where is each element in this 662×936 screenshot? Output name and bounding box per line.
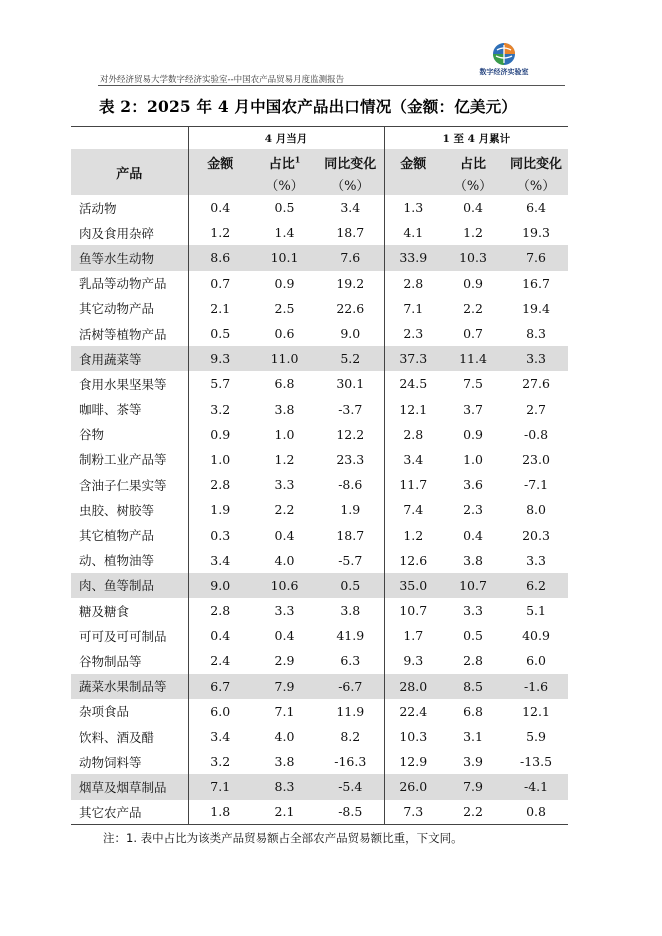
yoy-month-cell: 0.5	[317, 573, 384, 598]
product-name: 动、植物油等	[71, 548, 188, 573]
share-cum-cell: 1.0	[463, 451, 483, 467]
yoy-month-cell: 11.9	[317, 699, 384, 724]
amount-cum-cell: 24.5	[399, 376, 428, 392]
product-name: 烟草及烟草制品	[71, 774, 188, 799]
share-cum-cell: 7.9	[463, 779, 483, 795]
yoy-month-cell: 18.7	[317, 522, 384, 547]
product-name: 肉及食用杂碎	[71, 220, 188, 245]
share-cum-cell: 0.4	[463, 527, 483, 543]
yoy-cum-cell: 2.7	[526, 401, 546, 417]
yoy-cum-cell: 6.0	[526, 653, 546, 669]
share-cum-cell: 3.6	[463, 477, 483, 493]
share-cum-cell: 2.2	[442, 800, 504, 825]
table-row	[71, 371, 568, 396]
share-month-cell: 2.2	[274, 502, 295, 518]
amount-month-cell: 0.3	[210, 527, 231, 543]
yoy-cum-cell: 6.2	[526, 577, 546, 593]
share-month-cell: 3.3	[274, 477, 295, 493]
amount-cum-cell: 7.3	[384, 800, 442, 825]
table-row	[71, 573, 568, 598]
table-row	[71, 699, 568, 724]
yoy-cum-cell: -4.1	[523, 779, 549, 795]
product-name: 活树等植物产品	[71, 321, 188, 346]
amount-cum-cell: 28.0	[399, 678, 428, 694]
amount-cum-cell: 26.0	[399, 779, 428, 795]
share-cum-cell: 3.3	[463, 603, 483, 619]
share-month-cell: 3.3	[274, 603, 295, 619]
yoy-month-cell: 41.9	[317, 623, 384, 648]
amount-cum-cell: 12.9	[399, 754, 428, 770]
amount-cum-cell: 3.4	[403, 451, 424, 467]
table-row	[71, 346, 568, 371]
amount-month-cell: 1.8	[188, 800, 252, 825]
yoy-cum-cell: 20.3	[522, 527, 550, 543]
amount-cum-cell: 10.3	[399, 729, 428, 745]
product-name: 食用蔬菜等	[71, 346, 188, 371]
yoy-cum-cell: 0.8	[504, 800, 568, 825]
table-row	[71, 245, 568, 270]
col-header-amount-month: 金额	[207, 157, 234, 172]
yoy-month-cell: 5.2	[317, 346, 384, 371]
amount-cum-cell: 9.3	[403, 653, 424, 669]
share-cum-cell: 2.2	[463, 300, 483, 316]
share-cum-cell: 0.5	[463, 628, 483, 644]
share-month-cell: 1.4	[274, 225, 295, 241]
table-title: 表 2：2025 年 4 月中国农产品出口情况（金额：亿美元）	[99, 97, 517, 116]
amount-month-cell: 3.4	[210, 552, 231, 568]
yoy-month-cell: 6.3	[317, 648, 384, 673]
amount-month-cell: 3.4	[210, 729, 231, 745]
yoy-month-cell: 1.9	[317, 497, 384, 522]
yoy-month-cell: 18.7	[317, 220, 384, 245]
yoy-month-cell: 12.2	[317, 422, 384, 447]
amount-month-cell: 9.0	[210, 577, 231, 593]
amount-month-cell: 9.3	[210, 351, 231, 367]
yoy-cum-cell: -13.5	[520, 754, 553, 770]
amount-cum-cell: 12.6	[399, 552, 428, 568]
share-cum-cell: 0.9	[463, 426, 483, 442]
amount-month-cell: 3.2	[210, 754, 231, 770]
table-row	[71, 296, 568, 321]
col-header-yoy-month: 同比变化 （%）	[317, 149, 384, 195]
table-row	[71, 648, 568, 673]
share-month-cell: 2.5	[274, 300, 295, 316]
product-name: 含油子仁果实等	[71, 472, 188, 497]
share-month-cell: 2.1	[252, 800, 317, 825]
yoy-cum-cell: 16.7	[522, 275, 550, 291]
yoy-cum-cell: -1.6	[523, 678, 549, 694]
amount-month-cell: 0.4	[210, 200, 231, 216]
share-cum-cell: 2.3	[463, 502, 483, 518]
product-name: 其它植物产品	[71, 522, 188, 547]
yoy-month-cell: -6.7	[317, 674, 384, 699]
table-row	[71, 497, 568, 522]
amount-cum-cell: 35.0	[399, 577, 428, 593]
amount-cum-cell: 7.4	[403, 502, 424, 518]
table-row	[71, 472, 568, 497]
product-name: 肉、鱼等制品	[71, 573, 188, 598]
group-header-month: 4 月当月	[188, 127, 384, 150]
share-cum-cell: 1.2	[463, 225, 483, 241]
share-cum-cell: 10.7	[459, 577, 487, 593]
amount-month-cell: 7.1	[210, 779, 231, 795]
share-cum-cell: 7.5	[463, 376, 483, 392]
share-month-cell: 0.6	[274, 326, 295, 342]
table-row	[71, 447, 568, 472]
yoy-cum-cell: 8.3	[526, 326, 546, 342]
yoy-cum-cell: 7.6	[526, 250, 546, 266]
product-name: 蔬菜水果制品等	[71, 674, 188, 699]
amount-month-cell: 0.9	[210, 426, 231, 442]
globe-logo-icon	[492, 42, 516, 66]
amount-cum-cell: 1.2	[403, 527, 424, 543]
amount-cum-cell: 4.1	[403, 225, 424, 241]
share-cum-cell: 0.7	[463, 326, 483, 342]
col-header-share-cum: 占比 （%）	[453, 157, 493, 194]
share-month-cell: 4.0	[274, 729, 295, 745]
product-name: 杂项食品	[71, 699, 188, 724]
share-month-cell: 2.9	[274, 653, 295, 669]
yoy-month-cell: 19.2	[317, 271, 384, 296]
yoy-month-cell: 30.1	[317, 371, 384, 396]
table-row	[71, 321, 568, 346]
product-name: 饮料、酒及醋	[71, 724, 188, 749]
share-cum-cell: 6.8	[463, 703, 483, 719]
share-month-cell: 3.8	[274, 401, 295, 417]
column-header-row	[71, 149, 568, 195]
yoy-cum-cell: 8.0	[526, 502, 546, 518]
amount-month-cell: 0.7	[210, 275, 231, 291]
product-name: 食用水果坚果等	[71, 371, 188, 396]
yoy-cum-cell: 3.3	[526, 351, 546, 367]
table-row	[71, 598, 568, 623]
amount-cum-cell: 22.4	[399, 703, 428, 719]
amount-cum-cell: 2.3	[403, 326, 424, 342]
share-month-cell: 4.0	[274, 552, 295, 568]
product-name: 虫胶、树胶等	[71, 497, 188, 522]
amount-month-cell: 5.7	[210, 376, 231, 392]
share-month-cell: 3.8	[274, 754, 295, 770]
yoy-cum-cell: 19.4	[522, 300, 550, 316]
yoy-cum-cell: 27.6	[522, 376, 550, 392]
share-month-cell: 1.0	[274, 426, 295, 442]
product-name: 可可及可可制品	[71, 623, 188, 648]
yoy-month-cell: 9.0	[317, 321, 384, 346]
table-row	[71, 749, 568, 774]
product-name: 活动物	[71, 195, 188, 220]
share-cum-cell: 3.9	[463, 754, 483, 770]
yoy-cum-cell: 5.9	[526, 729, 546, 745]
col-header-product: 产品	[71, 149, 188, 195]
table-row	[71, 774, 568, 799]
table-row	[71, 522, 568, 547]
amount-month-cell: 0.5	[210, 326, 231, 342]
amount-cum-cell: 2.8	[403, 426, 424, 442]
table-row	[71, 271, 568, 296]
yoy-cum-cell: 5.1	[526, 603, 546, 619]
product-name: 制粉工业产品等	[71, 447, 188, 472]
yoy-month-cell: -16.3	[317, 749, 384, 774]
amount-cum-cell: 12.1	[399, 401, 428, 417]
product-name: 动物饲料等	[71, 749, 188, 774]
share-cum-cell: 8.5	[463, 678, 483, 694]
share-cum-cell: 0.9	[463, 275, 483, 291]
share-cum-cell: 3.1	[463, 729, 483, 745]
yoy-month-cell: 3.4	[317, 195, 384, 220]
product-name: 咖啡、茶等	[71, 397, 188, 422]
yoy-month-cell: -3.7	[317, 397, 384, 422]
amount-cum-cell: 7.1	[403, 300, 424, 316]
yoy-cum-cell: -7.1	[523, 477, 549, 493]
yoy-cum-cell: 3.3	[526, 552, 546, 568]
yoy-month-cell: 8.2	[317, 724, 384, 749]
yoy-month-cell: -5.7	[317, 548, 384, 573]
amount-month-cell: 1.2	[210, 225, 231, 241]
yoy-cum-cell: 19.3	[522, 225, 550, 241]
share-month-cell: 0.4	[274, 527, 295, 543]
yoy-cum-cell: 40.9	[522, 628, 550, 644]
amount-month-cell: 1.0	[210, 451, 231, 467]
table-row	[71, 623, 568, 648]
report-header: 对外经济贸易大学数字经济实验室--中国农产品贸易月度监测报告	[100, 75, 345, 85]
share-cum-cell: 3.8	[463, 552, 483, 568]
logo-text: 数字经济实验室	[479, 68, 529, 76]
yoy-cum-cell: 12.1	[522, 703, 550, 719]
table-row	[71, 800, 568, 825]
table-row	[71, 195, 568, 220]
group-header-cumulative: 1 至 4 月累计	[384, 127, 568, 150]
amount-cum-cell: 1.7	[403, 628, 424, 644]
amount-cum-cell: 33.9	[399, 250, 428, 266]
header-divider	[98, 85, 565, 86]
table-body	[71, 195, 568, 825]
product-name: 糖及糖食	[71, 598, 188, 623]
yoy-month-cell: 3.8	[317, 598, 384, 623]
product-name: 谷物	[71, 422, 188, 447]
amount-month-cell: 2.1	[210, 300, 231, 316]
amount-cum-cell: 37.3	[399, 351, 428, 367]
share-month-cell: 7.9	[274, 678, 295, 694]
yoy-month-cell: -8.6	[317, 472, 384, 497]
table-row	[71, 674, 568, 699]
col-header-share-month: 占比$^1$ （%）	[265, 154, 304, 194]
share-cum-cell: 11.4	[459, 351, 487, 367]
product-name: 鱼等水生动物	[71, 245, 188, 270]
yoy-month-cell: -5.4	[317, 774, 384, 799]
share-month-cell: 6.8	[274, 376, 295, 392]
yoy-cum-cell: -0.8	[523, 426, 549, 442]
amount-month-cell: 8.6	[210, 250, 231, 266]
share-month-cell: 7.1	[274, 703, 295, 719]
table-row	[71, 548, 568, 573]
amount-cum-cell: 1.3	[403, 200, 424, 216]
group-header-row	[71, 127, 568, 150]
product-name: 其它农产品	[71, 800, 188, 825]
export-table	[71, 126, 568, 825]
share-cum-cell: 10.3	[459, 250, 487, 266]
share-cum-cell: 3.7	[463, 401, 483, 417]
table-row	[71, 422, 568, 447]
yoy-cum-cell: 6.4	[526, 200, 546, 216]
col-header-amount-cum: 金额	[400, 157, 427, 172]
share-month-cell: 0.4	[274, 628, 295, 644]
amount-month-cell: 3.2	[210, 401, 231, 417]
table-row	[71, 220, 568, 245]
amount-month-cell: 2.8	[210, 477, 231, 493]
yoy-month-cell: 23.3	[317, 447, 384, 472]
product-name: 其它动物产品	[71, 296, 188, 321]
amount-cum-cell: 11.7	[399, 477, 428, 493]
table-row	[71, 724, 568, 749]
product-name: 乳品等动物产品	[71, 271, 188, 296]
amount-month-cell: 1.9	[210, 502, 231, 518]
share-month-cell: 10.1	[270, 250, 299, 266]
yoy-cum-cell: 23.0	[522, 451, 550, 467]
col-header-yoy-cum: 同比变化 （%）	[510, 157, 563, 194]
share-month-cell: 0.9	[274, 275, 295, 291]
share-month-cell: 0.5	[274, 200, 295, 216]
table-row	[71, 397, 568, 422]
yoy-month-cell: -8.5	[317, 800, 384, 825]
yoy-month-cell: 22.6	[317, 296, 384, 321]
amount-month-cell: 2.8	[210, 603, 231, 619]
share-month-cell: 11.0	[270, 351, 299, 367]
amount-month-cell: 6.0	[210, 703, 231, 719]
share-month-cell: 1.2	[274, 451, 295, 467]
product-name: 谷物制品等	[71, 648, 188, 673]
footnote: 注：1. 表中占比为该类产品贸易额占全部农产品贸易额比重，下文同。	[103, 831, 463, 845]
share-month-cell: 8.3	[274, 779, 295, 795]
share-cum-cell: 2.8	[463, 653, 483, 669]
lab-logo	[476, 42, 532, 77]
group-header-blank	[71, 127, 188, 150]
amount-month-cell: 6.7	[210, 678, 231, 694]
amount-month-cell: 0.4	[210, 628, 231, 644]
amount-cum-cell: 2.8	[403, 275, 424, 291]
share-month-cell: 10.6	[270, 577, 299, 593]
yoy-month-cell: 7.6	[317, 245, 384, 270]
share-cum-cell: 0.4	[463, 200, 483, 216]
amount-month-cell: 2.4	[210, 653, 231, 669]
amount-cum-cell: 10.7	[399, 603, 428, 619]
